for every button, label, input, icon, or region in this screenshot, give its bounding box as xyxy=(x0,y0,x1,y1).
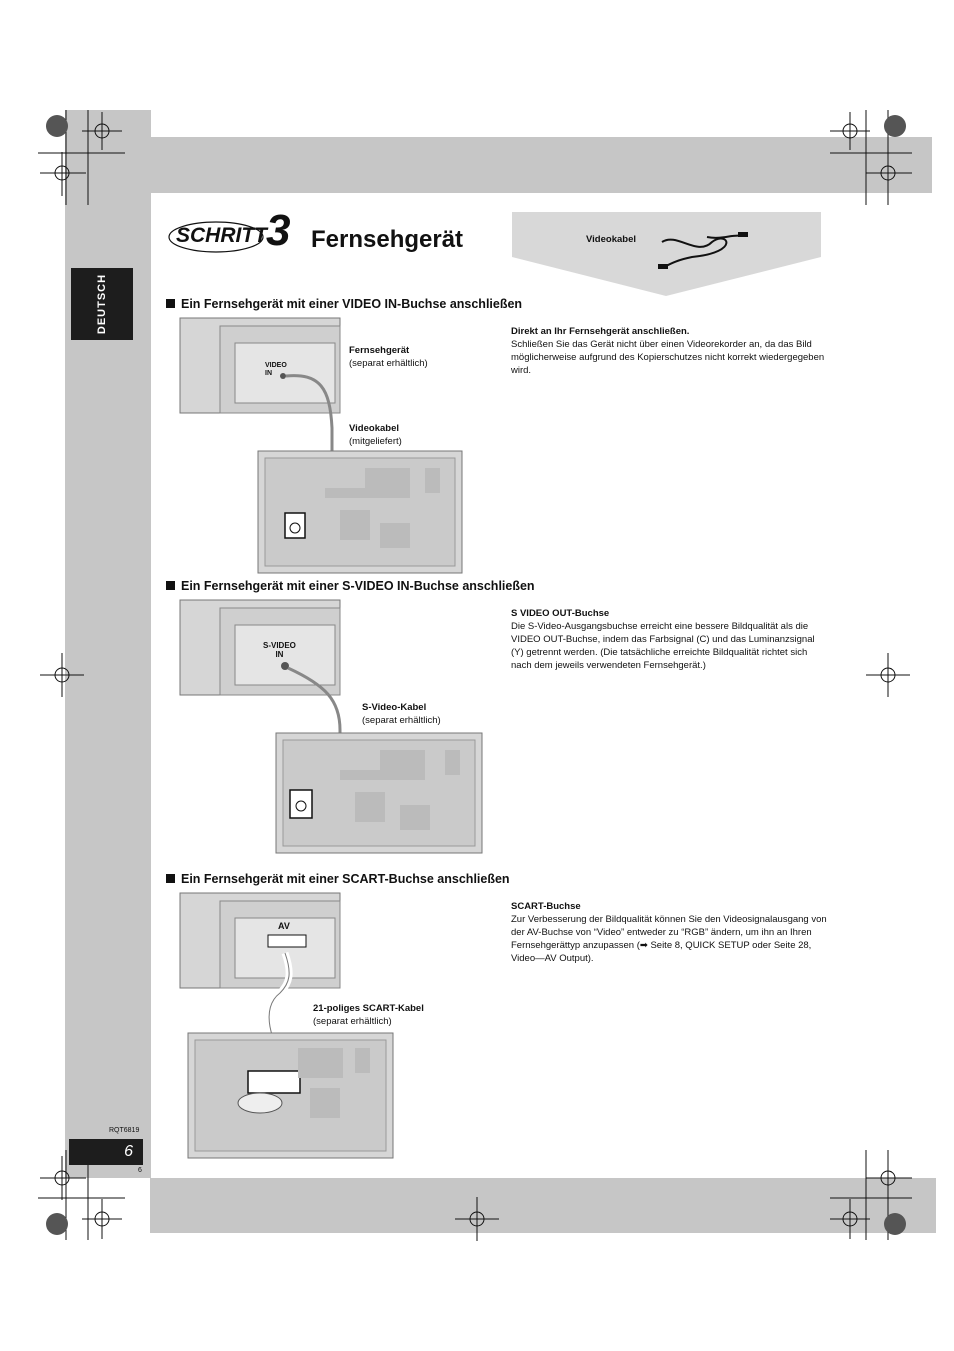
tv-jack-label-line1: VIDEO xyxy=(265,362,287,369)
section-2-cable-label xyxy=(362,701,441,727)
step-word: SCHRITT xyxy=(176,224,267,247)
section-3-diagram xyxy=(180,893,395,1163)
section-3-heading-text: Ein Fernsehgerät mit einer SCART-Buchse anschließen xyxy=(181,872,510,886)
page-number: 6 xyxy=(124,1143,133,1160)
cable-label-sub: (separat erhältlich) xyxy=(313,1016,392,1027)
section-2-heading xyxy=(166,579,535,593)
cable-label-sub: (separat erhältlich) xyxy=(362,715,441,726)
section-3-tv-jack-label: AV xyxy=(278,921,290,931)
tv-label-sub: (separat erhältlich) xyxy=(349,358,428,369)
section-3-para-text: Zur Verbesserung der Bildqualität können Sie den Videosignalausgang von der AV-Buchse von “Video” entweder zu “RGB” ändern, um ihn an Ihren Fernsehgerättyp anzupassen (➡ Seite 8, QUICK SETUP oder Seite 28, Video—AV Output). xyxy=(511,914,827,964)
cable-label-sub: (mitgeliefert) xyxy=(349,436,402,447)
tv-jack-label-line2: IN xyxy=(265,370,272,377)
section-1-paragraph xyxy=(511,325,829,377)
section-1-para-text: Schließen Sie das Gerät nicht über einen Videorekorder an, da das Bild möglicherweise aufgrund des Kopierschutzes nicht korrekt wiedergegeben wird. xyxy=(511,339,825,376)
section-2-paragraph xyxy=(511,607,829,672)
section-3-heading xyxy=(166,872,510,886)
section-1-para-title: Direkt an Ihr Fernsehgerät anschließen. xyxy=(511,326,690,337)
section-3-paragraph xyxy=(511,900,829,965)
model-code: RQT6819 xyxy=(109,1127,140,1134)
step-title xyxy=(168,206,298,265)
accessory-banner xyxy=(512,212,821,296)
section-1-cable-label xyxy=(349,422,402,448)
cable-label-title: 21-poliges SCART-Kabel xyxy=(313,1003,424,1014)
section-2-tv-jack-label xyxy=(263,641,296,659)
language-label: DEUTSCH xyxy=(96,273,108,335)
page-number-small: 6 xyxy=(138,1167,142,1174)
square-bullet-icon xyxy=(166,874,175,883)
square-bullet-icon xyxy=(166,581,175,590)
section-1-tv-label xyxy=(349,344,428,370)
tv-jack-label-line1: S-VIDEO xyxy=(263,641,296,650)
cable-label-title: S-Video-Kabel xyxy=(362,702,427,713)
page-number-box xyxy=(69,1139,143,1165)
section-2-heading-text: Ein Fernsehgerät mit einer S-VIDEO IN-Buchse anschließen xyxy=(181,579,535,593)
tv-jack-label-line2: IN xyxy=(275,650,284,659)
section-2-para-text: Die S-Video-Ausgangsbuchse erreicht eine bessere Bildqualität als die VIDEO OUT-Buchse, indem das Farbsignal (C) und das Luminanzsignal (Y) getrennt werden. (Die tatsächliche erreichte Bildqualität richtet sich nach dem jeweils verwendeten Fernsehgerät.) xyxy=(511,621,815,671)
accessory-label: Videokabel xyxy=(586,234,636,245)
step-number: 3 xyxy=(266,206,291,255)
section-3-cable-label xyxy=(313,1002,424,1028)
section-1-heading-text: Ein Fernsehgerät mit einer VIDEO IN-Buchse anschließen xyxy=(181,297,523,311)
section-1-tv-jack-label xyxy=(265,362,287,378)
section-2-para-title: S VIDEO OUT-Buchse xyxy=(511,608,610,619)
tv-label-title: Fernsehgerät xyxy=(349,345,410,356)
page-title: Fernsehgerät xyxy=(311,226,464,253)
section-1-heading xyxy=(166,297,522,311)
language-tab xyxy=(71,268,133,340)
section-3-para-title: SCART-Buchse xyxy=(511,901,581,912)
cable-label-title: Videokabel xyxy=(349,423,399,434)
square-bullet-icon xyxy=(166,299,175,308)
section-2-diagram xyxy=(180,600,485,855)
